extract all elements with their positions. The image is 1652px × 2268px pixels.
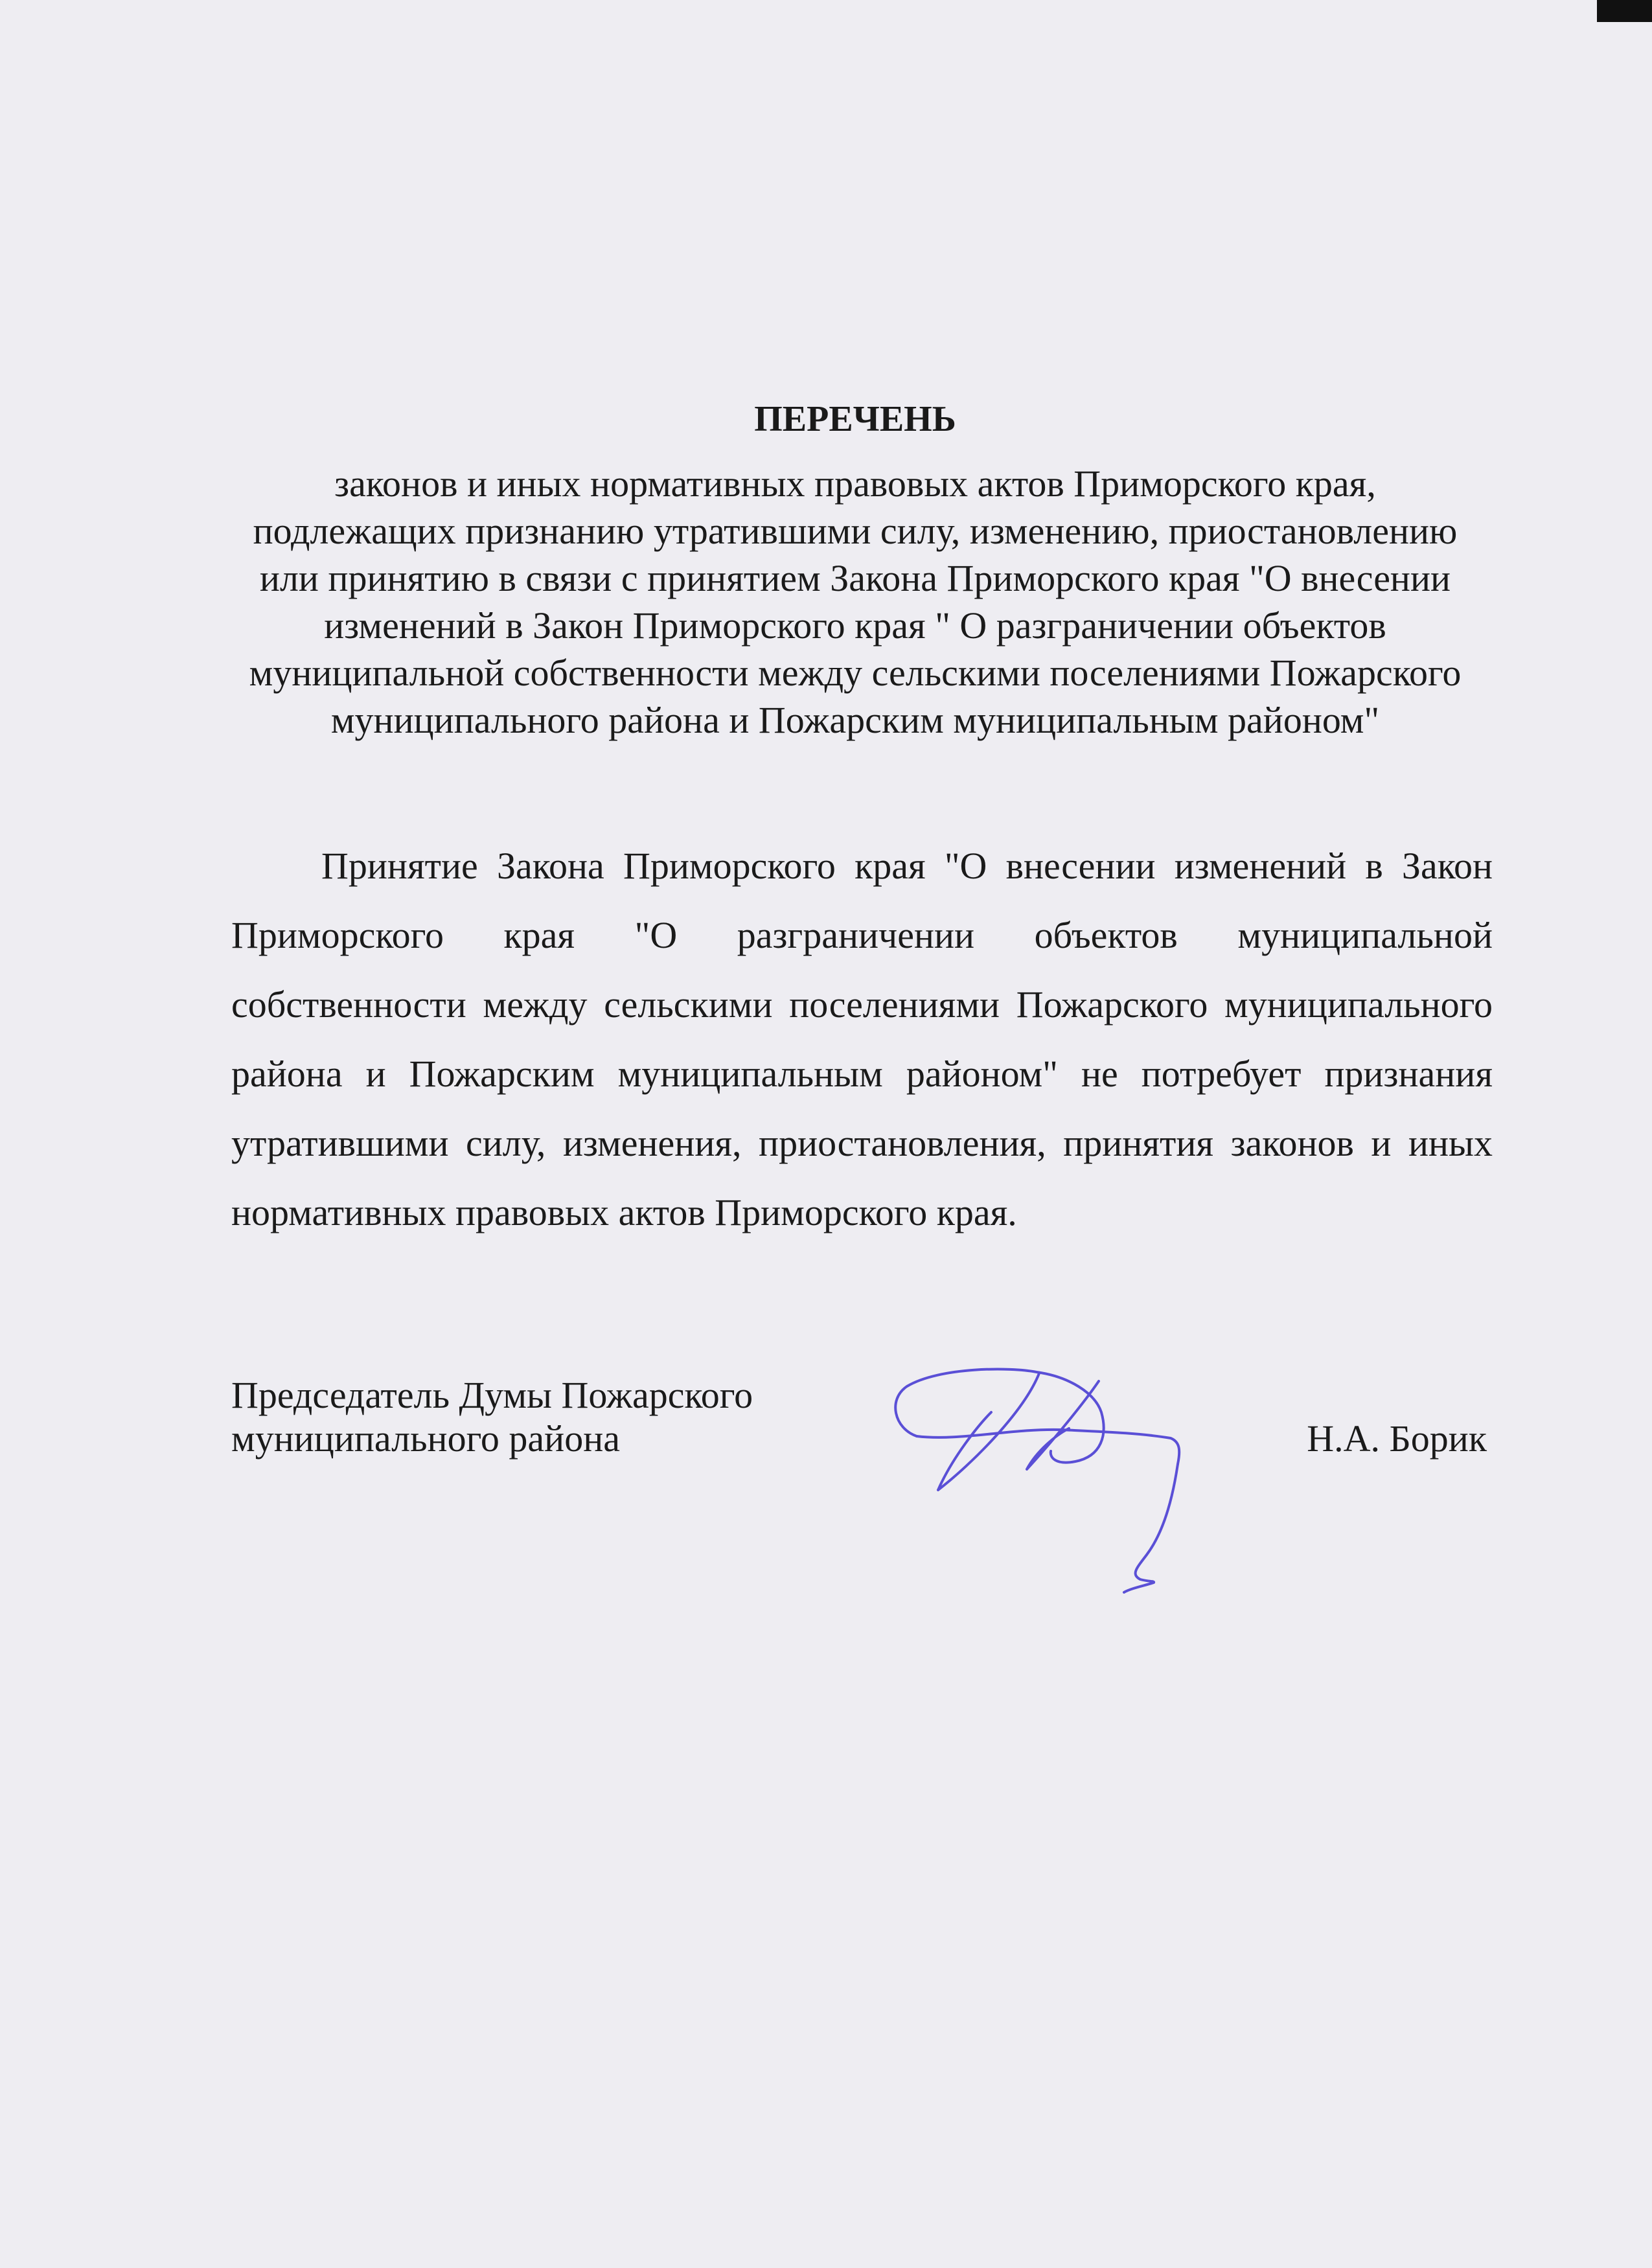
body-line: района и Пожарским муниципальным районом" не потребует признания (231, 1053, 1493, 1095)
signature-crossbar (917, 1430, 1179, 1464)
scan-edge-shadow (1597, 0, 1652, 22)
signatory-position (231, 1373, 753, 1460)
body-line: утратившими силу, изменения, приостановления, принятия законов и иных (231, 1122, 1493, 1164)
body-line: собственности между сельскими поселениями Пожарского муниципального (231, 983, 1493, 1025)
body-paragraph (231, 831, 1493, 1247)
subtitle-line: или принятию в связи с принятием Закона Приморского края "О внесении (259, 557, 1451, 599)
signature-stroke-mid (1027, 1381, 1099, 1469)
subtitle-line: муниципального района и Пожарским муниципальным районом" (330, 699, 1380, 741)
body-line: Принятие Закона Приморского края "О внесении изменений в Закон (321, 845, 1493, 887)
signature-stroke-left (938, 1373, 1039, 1490)
subtitle-line: законов и иных нормативных правовых актов Приморского края, (334, 463, 1376, 505)
signature-tail (1124, 1464, 1178, 1592)
signature-loop (895, 1369, 1103, 1462)
body-line: нормативных правовых актов Приморского края. (231, 1191, 1017, 1233)
signatory-name: Н.А. Борик (1307, 1417, 1487, 1460)
subtitle-line: подлежащих признанию утратившими силу, изменению, приостановлению (253, 510, 1458, 552)
subtitle-line: изменений в Закон Приморского края " О разграничении объектов (324, 604, 1386, 647)
body-line: Приморского края "О разграничении объектов муниципальной (231, 914, 1493, 956)
position-line: муниципального района (231, 1417, 620, 1460)
document-subtitle (0, 460, 1652, 744)
subtitle-line: муниципальной собственности между сельскими поселениями Пожарского (249, 652, 1462, 694)
document-title: ПЕРЕЧЕНЬ (754, 399, 956, 439)
position-line: Председатель Думы Пожарского (231, 1374, 753, 1416)
